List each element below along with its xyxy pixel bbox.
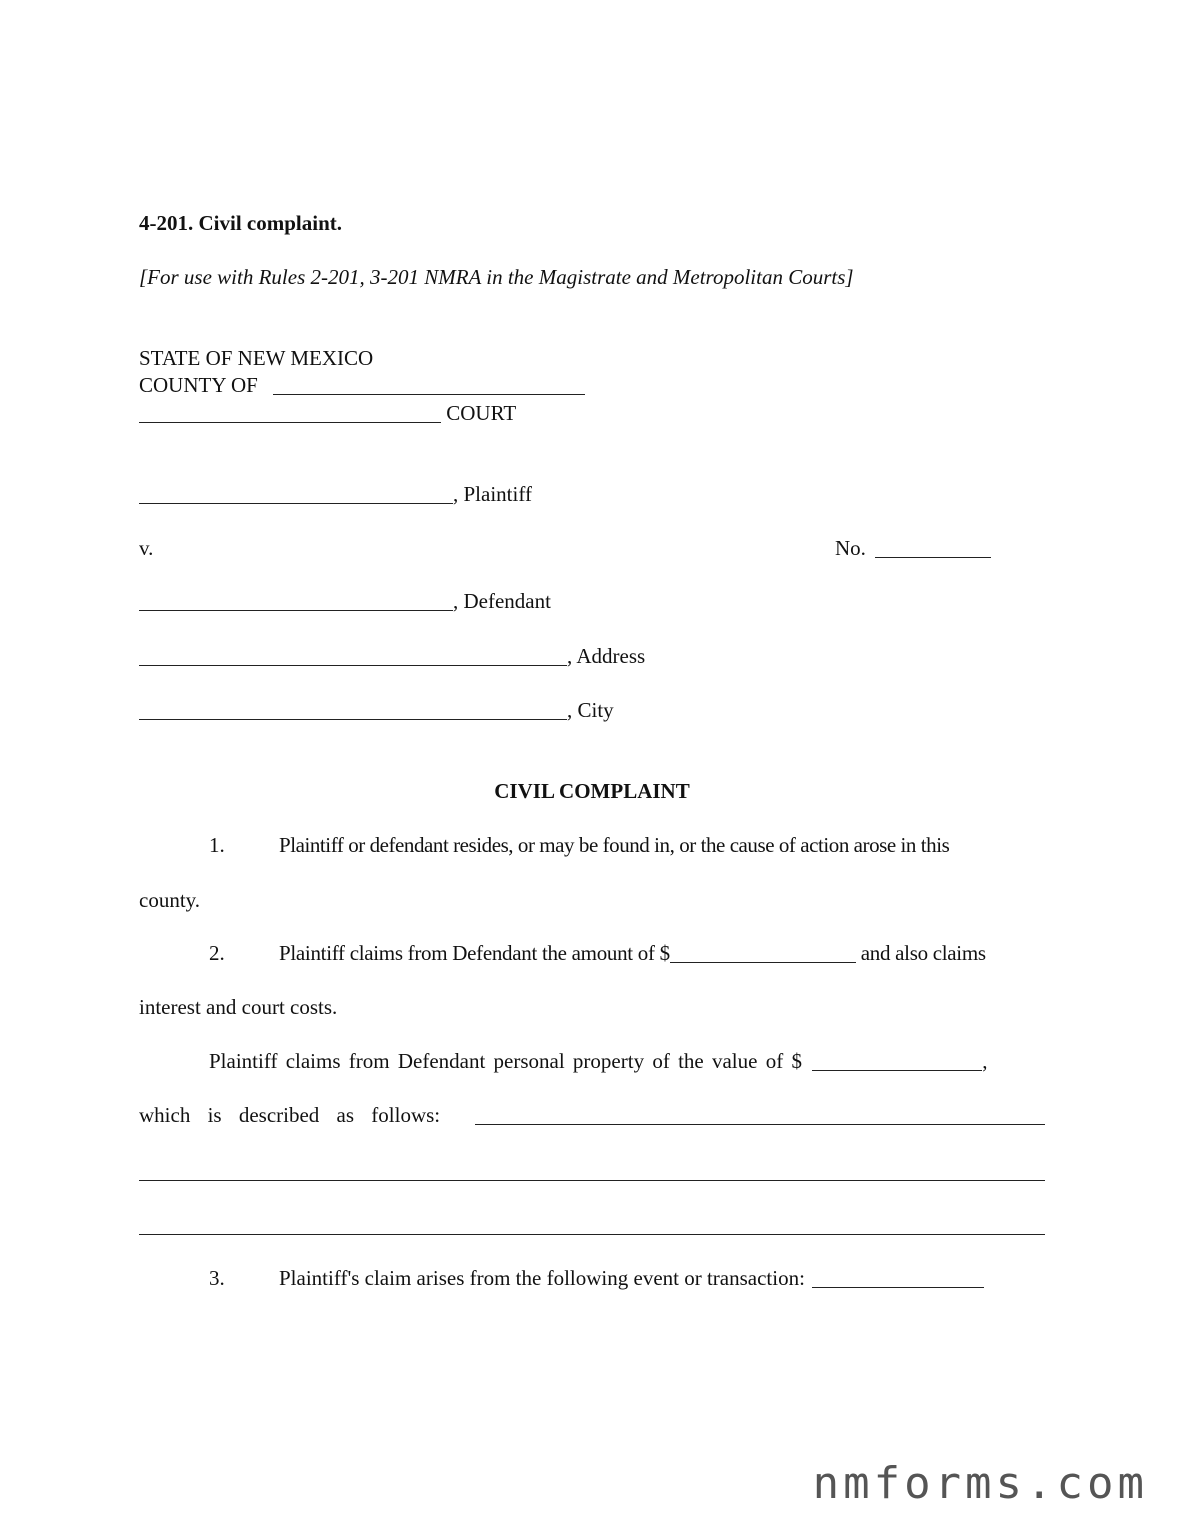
defendant-label: , Defendant (453, 589, 551, 613)
city-field[interactable] (139, 699, 567, 720)
paragraph-2-continuation: interest and court costs. (139, 995, 338, 1019)
address-label: , Address (567, 644, 646, 668)
paragraph-3-number: 3. (209, 1266, 225, 1290)
plaintiff-line (139, 481, 532, 507)
court-line (139, 400, 516, 426)
court-field[interactable] (139, 402, 441, 423)
transaction-field[interactable] (812, 1267, 984, 1288)
versus-text: v. (139, 536, 154, 560)
description-line-3[interactable] (139, 1234, 1045, 1235)
plaintiff-label: , Plaintiff (453, 482, 532, 506)
county-line (139, 372, 585, 398)
property-value-field[interactable] (812, 1050, 982, 1071)
case-number-label: No. (835, 536, 866, 560)
defendant-field[interactable] (139, 590, 453, 611)
property-comma: , (982, 1049, 988, 1073)
state-line: STATE OF NEW MEXICO (139, 346, 374, 370)
paragraph-2-number: 2. (209, 941, 225, 965)
defendant-line (139, 588, 551, 614)
plaintiff-field[interactable] (139, 483, 453, 504)
paragraph-2-text-b: and also claims (860, 941, 986, 965)
paragraph-1-continuation: county. (139, 888, 201, 912)
form-rule-title: 4-201. Civil complaint. (139, 211, 342, 235)
address-line (139, 643, 645, 669)
city-line (139, 697, 614, 723)
address-field[interactable] (139, 645, 567, 666)
case-number-field[interactable] (875, 537, 991, 558)
paragraph-1-text: Plaintiff or defendant resides, or may be found in, or the cause of action arose in this (279, 833, 950, 857)
paragraph-1-number: 1. (209, 833, 225, 857)
description-line-2[interactable] (139, 1180, 1045, 1181)
watermark: nmforms.com (812, 1458, 1148, 1509)
description-label: which is described as follows: (139, 1103, 441, 1127)
paragraph-3-text: Plaintiff's claim arises from the following event or transaction: (279, 1266, 805, 1290)
county-label: COUNTY OF (139, 373, 258, 397)
paragraph-3-line (279, 1265, 984, 1291)
claim-amount-field[interactable] (670, 942, 856, 963)
description-field[interactable] (475, 1104, 1045, 1125)
property-text: Plaintiff claims from Defendant personal property of the value of $ (209, 1049, 802, 1073)
paragraph-2-line (279, 940, 986, 966)
county-field[interactable] (273, 374, 585, 395)
paragraph-2-text-a: Plaintiff claims from Defendant the amount of $ (279, 941, 670, 965)
description-line-1 (475, 1102, 1045, 1128)
property-line (209, 1048, 987, 1074)
form-subtitle: [For use with Rules 2-201, 3-201 NMRA in the Magistrate and Metropolitan Courts] (139, 265, 854, 289)
case-number-line (835, 535, 991, 561)
complaint-heading: CIVIL COMPLAINT (494, 779, 690, 803)
court-label: COURT (446, 401, 517, 425)
city-label: , City (567, 698, 614, 722)
